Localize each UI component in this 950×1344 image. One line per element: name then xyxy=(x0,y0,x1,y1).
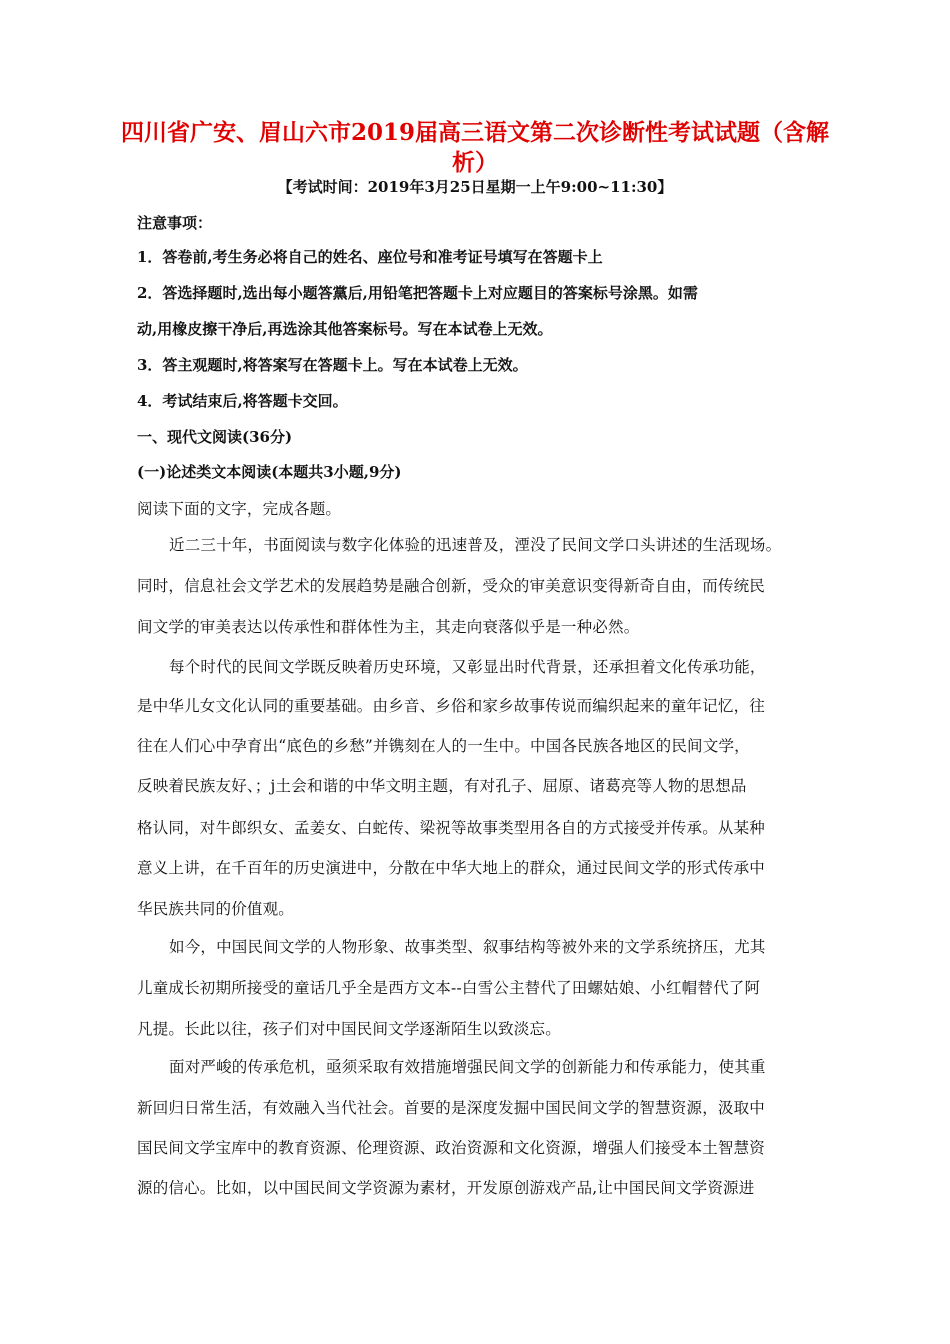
notice-item: 3．答主观题时,将答案写在答题卡上。写在本试卷上无效。 xyxy=(137,356,528,374)
paragraph-line: 儿童成长初期所接受的童话几乎全是西方文本--白雪公主替代了田螺姑娘、小红帽替代了阿 xyxy=(137,979,761,997)
paragraph-line: 源的信心。比如，以中国民间文学资源为素材，开发原创游戏产品,让中国民间文学资源进 xyxy=(137,1179,755,1197)
paragraph-line: 意义上讲，在千百年的历史演进中，分散在中华大地上的群众，通过民间文学的形式传承中 xyxy=(137,859,766,877)
paragraph-line: 国民间文学宝库中的教育资源、伦理资源、政治资源和文化资源，增强人们接受本土智慧资 xyxy=(137,1139,766,1157)
paragraph-line: 凡提。长此以往，孩子们对中国民间文学逐渐陌生以致淡忘。 xyxy=(137,1020,561,1038)
notice-item: 4．考试结束后,将答题卡交回。 xyxy=(137,392,348,410)
notice-item: 2．答选择题时,选出每小题答黨后,用铅笔把答题卡上对应题目的答案标号涂黑。如需 xyxy=(137,284,698,302)
paragraph-line: 面对严峻的传承危机，亟须采取有效措施增强民间文学的创新能力和传承能力，使其重 xyxy=(169,1058,766,1076)
paragraph-line: 间文学的审美表达以传承性和群体性为主，其走向衰落似乎是一种必然。 xyxy=(137,618,640,636)
paragraph-line: 反映着民族友好、；j土会和谐的中华文明主题，有对孔子、屈原、诸葛亮等人物的思想品 xyxy=(137,777,747,795)
notice-heading: 注意事项： xyxy=(137,214,213,232)
paragraph-line: 格认同，对牛郎织女、孟姜女、白蛇传、梁祝等故事类型用各自的方式接受并传承。从某种 xyxy=(137,819,766,837)
paragraph-line: 是中华儿女文化认同的重要基础。由乡音、乡俗和家乡故事传说而编织起来的童年记忆，往 xyxy=(137,697,766,715)
paragraph-line: 如今，中国民间文学的人物形象、故事类型、叙事结构等被外来的文学系统挤压，尤其 xyxy=(169,938,766,956)
subsection-heading: (一)论述类文本阅读(本题共3小题,9分) xyxy=(137,463,402,481)
paragraph-line: 华民族共同的价值观。 xyxy=(137,900,295,918)
notice-item: 1．答卷前,考生务必将自己的姓名、座位号和准考证号填写在答题卡上 xyxy=(137,248,603,266)
paragraph-line: 同时，信息社会文学艺术的发展趋势是融合创新，受众的审美意识变得新奇自由，而传统民 xyxy=(137,577,766,595)
paragraph-line: 近二三十年，书面阅读与数字化体验的迅速普及，湮没了民间文学口头讲述的生活现场。 xyxy=(169,536,782,554)
paragraph-line: 新回归日常生活，有效融入当代社会。首要的是深度发掘中国民间文学的智慧资源，汲取中 xyxy=(137,1099,766,1117)
section-heading: 一、现代文阅读(36分) xyxy=(137,428,293,446)
exam-time: 【考试时间：2019年3月25日星期一上午9:00~11:30】 xyxy=(277,178,673,196)
document-title: 四川省广安、眉山六市2019届高三语文第二次诊断性考试试题（含解析） xyxy=(120,119,829,176)
paragraph-line: 每个时代的民间文学既反映着历史环境，又彰显出时代背景，还承担着文化传承功能， xyxy=(169,658,766,676)
notice-item: 动,用橡皮擦干净后,再选涂其他答案标号。写在本试卷上无效。 xyxy=(137,320,553,338)
instruction-text: 阅读下面的文字，完成各题。 xyxy=(137,500,342,518)
paragraph-line: 往在人们心中孕育出“底色的乡愁”并镌刻在人的一生中。中国各民族各地区的民间文学， xyxy=(137,737,750,755)
